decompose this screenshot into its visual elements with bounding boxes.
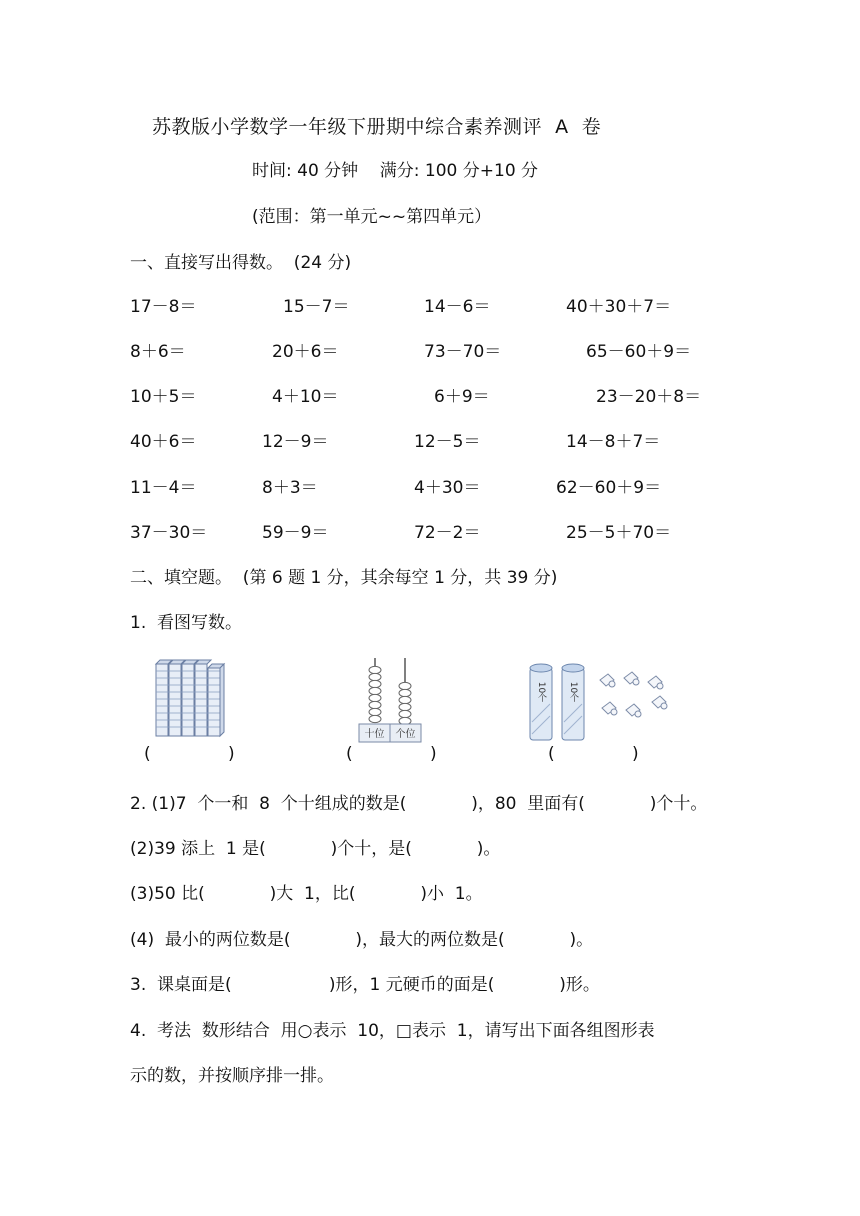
arithmetic-item: 17－8＝ [130,297,197,317]
question-2-4: (4) 最小的两位数是( )，最大的两位数是( )。 [130,930,594,950]
tube-label: 10个 [536,681,546,703]
arithmetic-item: 10＋5＝ [130,387,197,407]
arithmetic-item: 6＋9＝ [434,387,490,407]
arithmetic-item: 14－6＝ [424,297,491,317]
question-2-3: (3)50 比( )大 1，比( )小 1。 [130,884,483,904]
section-2-heading: 二、填空题。 (第 6 题 1 分，其余每空 1 分，共 39 分) [130,568,558,588]
abacus-figure [358,656,438,742]
arithmetic-item: 12－5＝ [414,432,481,452]
arithmetic-item: 8＋3＝ [262,478,318,498]
arithmetic-item: 37－30＝ [130,523,208,543]
answer-blank-2-open: ( [346,744,353,764]
arithmetic-item: 25－5＋70＝ [566,523,672,543]
question-4-line-1: 4. 考法 数形结合 用○表示 10，□表示 1，请写出下面各组图形表 [130,1021,655,1041]
arithmetic-item: 73－70＝ [424,342,502,362]
arithmetic-item: 72－2＝ [414,523,481,543]
page-title: 苏教版小学数学一年级下册期中综合素养测评 A 卷 [152,116,602,138]
arithmetic-item: 23－20＋8＝ [596,387,702,407]
answer-blank-1-close: ) [228,744,235,764]
exam-scope: (范围：第一单元~~第四单元） [252,207,492,227]
tube-label: 10个 [568,681,578,703]
arithmetic-item: 8＋6＝ [130,342,186,362]
arithmetic-item: 12－9＝ [262,432,329,452]
abacus-ones-label: 个位 [395,729,416,740]
arithmetic-item: 40＋30＋7＝ [566,297,672,317]
shuttlecock-icon [600,672,667,717]
answer-blank-2-close: ) [430,744,437,764]
abacus-tens-label: 十位 [364,729,385,740]
arithmetic-item: 15－7＝ [283,297,350,317]
arithmetic-item: 40＋6＝ [130,432,197,452]
section-1-heading: 一、直接写出得数。 (24 分) [130,253,352,273]
answer-blank-3-open: ( [548,744,555,764]
arithmetic-item: 62－60＋9＝ [556,478,662,498]
arithmetic-item: 14－8＋7＝ [566,432,661,452]
arithmetic-item: 4＋10＝ [272,387,339,407]
question-4-line-2: 示的数，并按顺序排一排。 [130,1066,334,1086]
cube-rods-figure [152,660,242,740]
answer-blank-3-close: ) [632,744,639,764]
arithmetic-item: 59－9＝ [262,523,329,543]
question-2-2: (2)39 添上 1 是( )个十，是( )。 [130,839,501,859]
question-1-label: 1. 看图写数。 [130,613,243,633]
question-2-1: 2. (1)7 个一和 8 个十组成的数是( )，80 里面有( )个十。 [130,794,708,814]
answer-blank-1-open: ( [144,744,151,764]
arithmetic-item: 20＋6＝ [272,342,339,362]
arithmetic-item: 65－60＋9＝ [586,342,692,362]
exam-time-info: 时间: 40 分钟 满分: 100 分+10 分 [252,161,539,181]
tubes-and-shuttlecocks-figure [528,662,678,742]
arithmetic-item: 4＋30＝ [414,478,481,498]
question-3: 3. 课桌面是( )形，1 元硬币的面是( )形。 [130,975,600,995]
arithmetic-item: 11－4＝ [130,478,197,498]
